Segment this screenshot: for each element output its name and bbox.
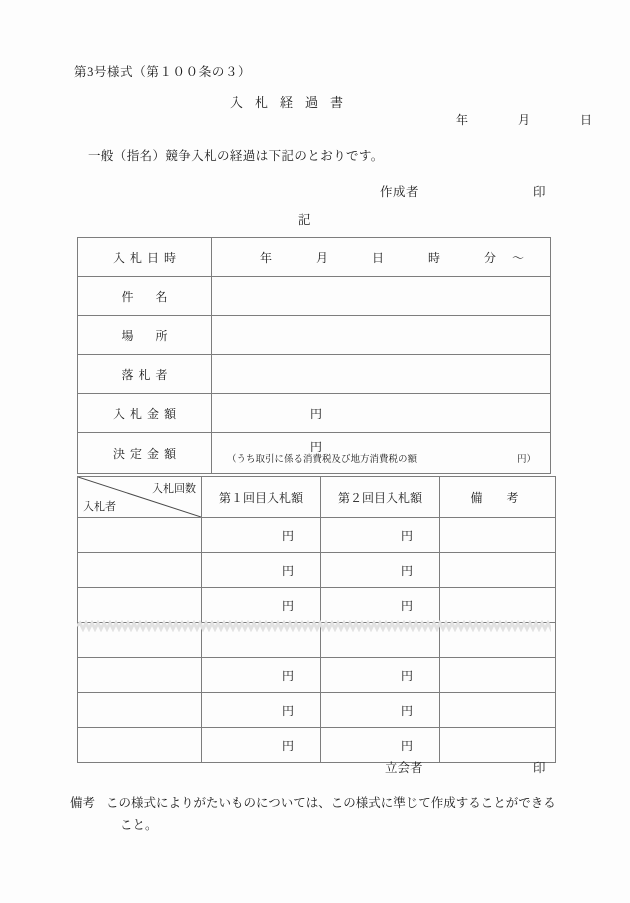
witness-label: 立会者 — [385, 761, 423, 775]
table-row — [78, 588, 556, 623]
summary-value-winner[interactable] — [212, 355, 551, 394]
document-title: 入札経過書 — [230, 95, 356, 110]
summary-label-subject: 件 名 — [78, 277, 212, 316]
break-cell — [321, 623, 440, 658]
tax-note-yen: 円） — [516, 455, 536, 466]
document-date-line: 年 月 日 — [456, 113, 612, 127]
summary-value-subject[interactable] — [212, 277, 551, 316]
break-cell — [440, 623, 556, 658]
bid-row-round2[interactable] — [321, 658, 440, 693]
table-row — [78, 553, 556, 588]
table-row — [78, 658, 556, 693]
summary-label-decided-amount: 決定金額 — [78, 433, 212, 474]
table-row — [78, 518, 556, 553]
bid-row-bidder[interactable] — [78, 658, 202, 693]
tax-note-row — [212, 455, 550, 466]
author-seal-mark: 印 — [533, 185, 546, 199]
omitted-rows-break — [78, 623, 556, 658]
table-row — [78, 728, 556, 763]
bid-row-bidder[interactable] — [78, 553, 202, 588]
table-row — [78, 238, 551, 277]
bid-row-round1[interactable] — [202, 588, 321, 623]
bid-rounds-table — [77, 476, 556, 763]
summary-label-bid-datetime: 入札日時 — [78, 238, 212, 277]
header-round-1: 第１回目入札額 — [202, 477, 321, 518]
header-remarks-label: 備 考 — [470, 490, 525, 505]
round2-yen: 円 — [400, 528, 413, 543]
remark-text-line-2: こと。 — [120, 818, 158, 832]
round2-yen: 円 — [400, 563, 413, 578]
summary-value-place[interactable] — [212, 316, 551, 355]
round1-yen: 円 — [281, 563, 294, 578]
round1-yen: 円 — [281, 598, 294, 613]
summary-label-bid-amount: 入札金額 — [78, 394, 212, 433]
intro-sentence: 一般（指名）競争入札の経過は下記のとおりです。 — [88, 149, 384, 163]
header-round-2: 第２回目入札額 — [321, 477, 440, 518]
bid-datetime-placeholder: 年 月 日 時 分〜 — [260, 250, 541, 265]
header-remarks — [440, 477, 556, 518]
header-bidder-label: 入札者 — [83, 501, 116, 513]
bid-row-round2[interactable] — [321, 518, 440, 553]
witness-seal-mark: 印 — [533, 761, 546, 775]
bidder-round-corner-cell — [78, 477, 202, 518]
round2-yen: 円 — [400, 668, 413, 683]
bid-row-round1[interactable] — [202, 658, 321, 693]
bid-row-bidder[interactable] — [78, 518, 202, 553]
tax-note-text: （うち取引に係る消費税及び地方消費税の額 — [227, 455, 418, 466]
header-bid-round-label: 入札回数 — [152, 483, 196, 495]
round2-yen: 円 — [400, 598, 413, 613]
round2-yen: 円 — [400, 738, 413, 753]
round1-yen: 円 — [281, 703, 294, 718]
summary-label-winner: 落札者 — [78, 355, 212, 394]
decided-amount-yen: 円 — [309, 440, 322, 455]
table-row — [78, 693, 556, 728]
summary-value-bid-amount[interactable] — [212, 394, 551, 433]
round1-yen: 円 — [281, 668, 294, 683]
bid-row-round1[interactable] — [202, 518, 321, 553]
summary-table — [77, 237, 551, 474]
round2-yen: 円 — [400, 703, 413, 718]
author-label: 作成者 — [380, 185, 420, 199]
bid-row-round2[interactable] — [321, 588, 440, 623]
round1-yen: 円 — [281, 528, 294, 543]
summary-label-place: 場 所 — [78, 316, 212, 355]
bid-row-bidder[interactable] — [78, 728, 202, 763]
bid-row-bidder[interactable] — [78, 588, 202, 623]
bid-row-round2[interactable] — [321, 693, 440, 728]
remark-heading: 備考 — [70, 796, 96, 810]
table-row — [78, 277, 551, 316]
bid-row-note[interactable] — [440, 693, 556, 728]
break-cell — [78, 623, 202, 658]
form-code-label: 第3号様式（第１００条の３） — [74, 65, 252, 79]
bid-row-note[interactable] — [440, 658, 556, 693]
bid-row-note[interactable] — [440, 518, 556, 553]
bid-table-header-row — [78, 477, 556, 518]
bid-row-round1[interactable] — [202, 693, 321, 728]
bid-row-round1[interactable] — [202, 728, 321, 763]
bid-row-note[interactable] — [440, 553, 556, 588]
round1-yen: 円 — [281, 738, 294, 753]
bid-row-round1[interactable] — [202, 553, 321, 588]
ki-heading: 記 — [298, 213, 311, 227]
bid-row-note[interactable] — [440, 588, 556, 623]
break-cell — [202, 623, 321, 658]
table-row — [78, 433, 551, 474]
remark-text-line-1: この様式によりがたいものについては、この様式に準じて作成することができる — [106, 796, 556, 810]
table-row — [78, 355, 551, 394]
summary-value-bid-datetime — [212, 238, 551, 277]
bid-row-bidder[interactable] — [78, 693, 202, 728]
table-row — [78, 316, 551, 355]
bid-amount-yen: 円 — [309, 406, 322, 421]
bid-row-round2[interactable] — [321, 553, 440, 588]
table-row — [78, 394, 551, 433]
summary-value-decided-amount[interactable] — [212, 433, 551, 474]
